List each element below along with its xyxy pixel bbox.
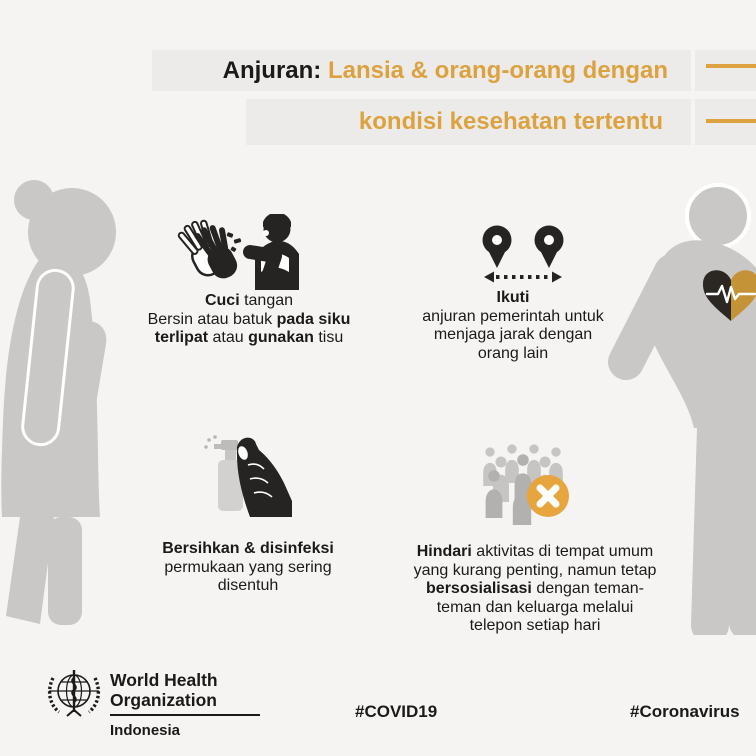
cross-circle-icon [527, 475, 569, 517]
gold-dash-1 [706, 64, 756, 68]
cough-elbow-icon [241, 214, 301, 290]
tip-avoid-line-3: bersosialisasi dengan teman- [426, 580, 644, 597]
tip-follow-line-1: Ikuti [496, 289, 530, 306]
tip-follow-line-2: anjuran pemerintah untuk [422, 307, 604, 325]
who-wordmark [110, 671, 260, 741]
title-band-1-right-tab [695, 50, 756, 91]
tip-avoid-line-1: Hindari aktivitas di tempat umum [416, 543, 654, 560]
who-emblem-icon [45, 666, 103, 724]
who-name-line-2: Organization [110, 689, 217, 710]
tip-avoid-line-2: yang kurang penting, namun tetap [413, 561, 657, 579]
tip-avoid-line-4: teman dan keluarga melalui [436, 598, 634, 616]
tip-avoid-text [396, 543, 674, 636]
tip-follow-line-4: orang lain [477, 344, 549, 362]
tip-clean-line-3: disentuh [217, 577, 279, 594]
who-region-label: Indonesia [110, 722, 181, 739]
who-underline [110, 714, 260, 716]
tip-follow-text [396, 289, 630, 363]
hashtag-coronavirus: #Coronavirus [630, 702, 740, 721]
page-title-line-1: Anjuran: Lansia & orang-orang dengan [222, 57, 668, 84]
tip-wash-line-2: Bersin atau batuk pada siku [147, 310, 351, 328]
tip-wash-text [116, 292, 382, 348]
tip-wash-line-3: terlipat atau gunakan tisu [154, 329, 344, 346]
tip-clean-line-1: Bersihkan & disinfeksi [162, 540, 334, 557]
crowd-avoid-icon [478, 440, 578, 525]
handwash-icon [177, 217, 243, 289]
gold-dash-2 [706, 119, 756, 123]
who-name-line-1: World Health [110, 670, 218, 690]
tip-wash-line-1: Cuci tangan [204, 292, 294, 309]
page-title-line-2: kondisi kesehatan tertentu [358, 108, 663, 135]
tip-clean-text [116, 540, 380, 596]
tip-clean-line-2: permukaan yang sering [164, 558, 332, 576]
tip-follow-line-3: menjaga jarak dengan [433, 326, 593, 343]
location-pins-icon [470, 216, 570, 284]
hashtag-covid19: #COVID19 [355, 702, 438, 721]
spray-disinfect-icon [202, 435, 294, 517]
tip-avoid-line-5: telepon setiap hari [469, 617, 601, 634]
